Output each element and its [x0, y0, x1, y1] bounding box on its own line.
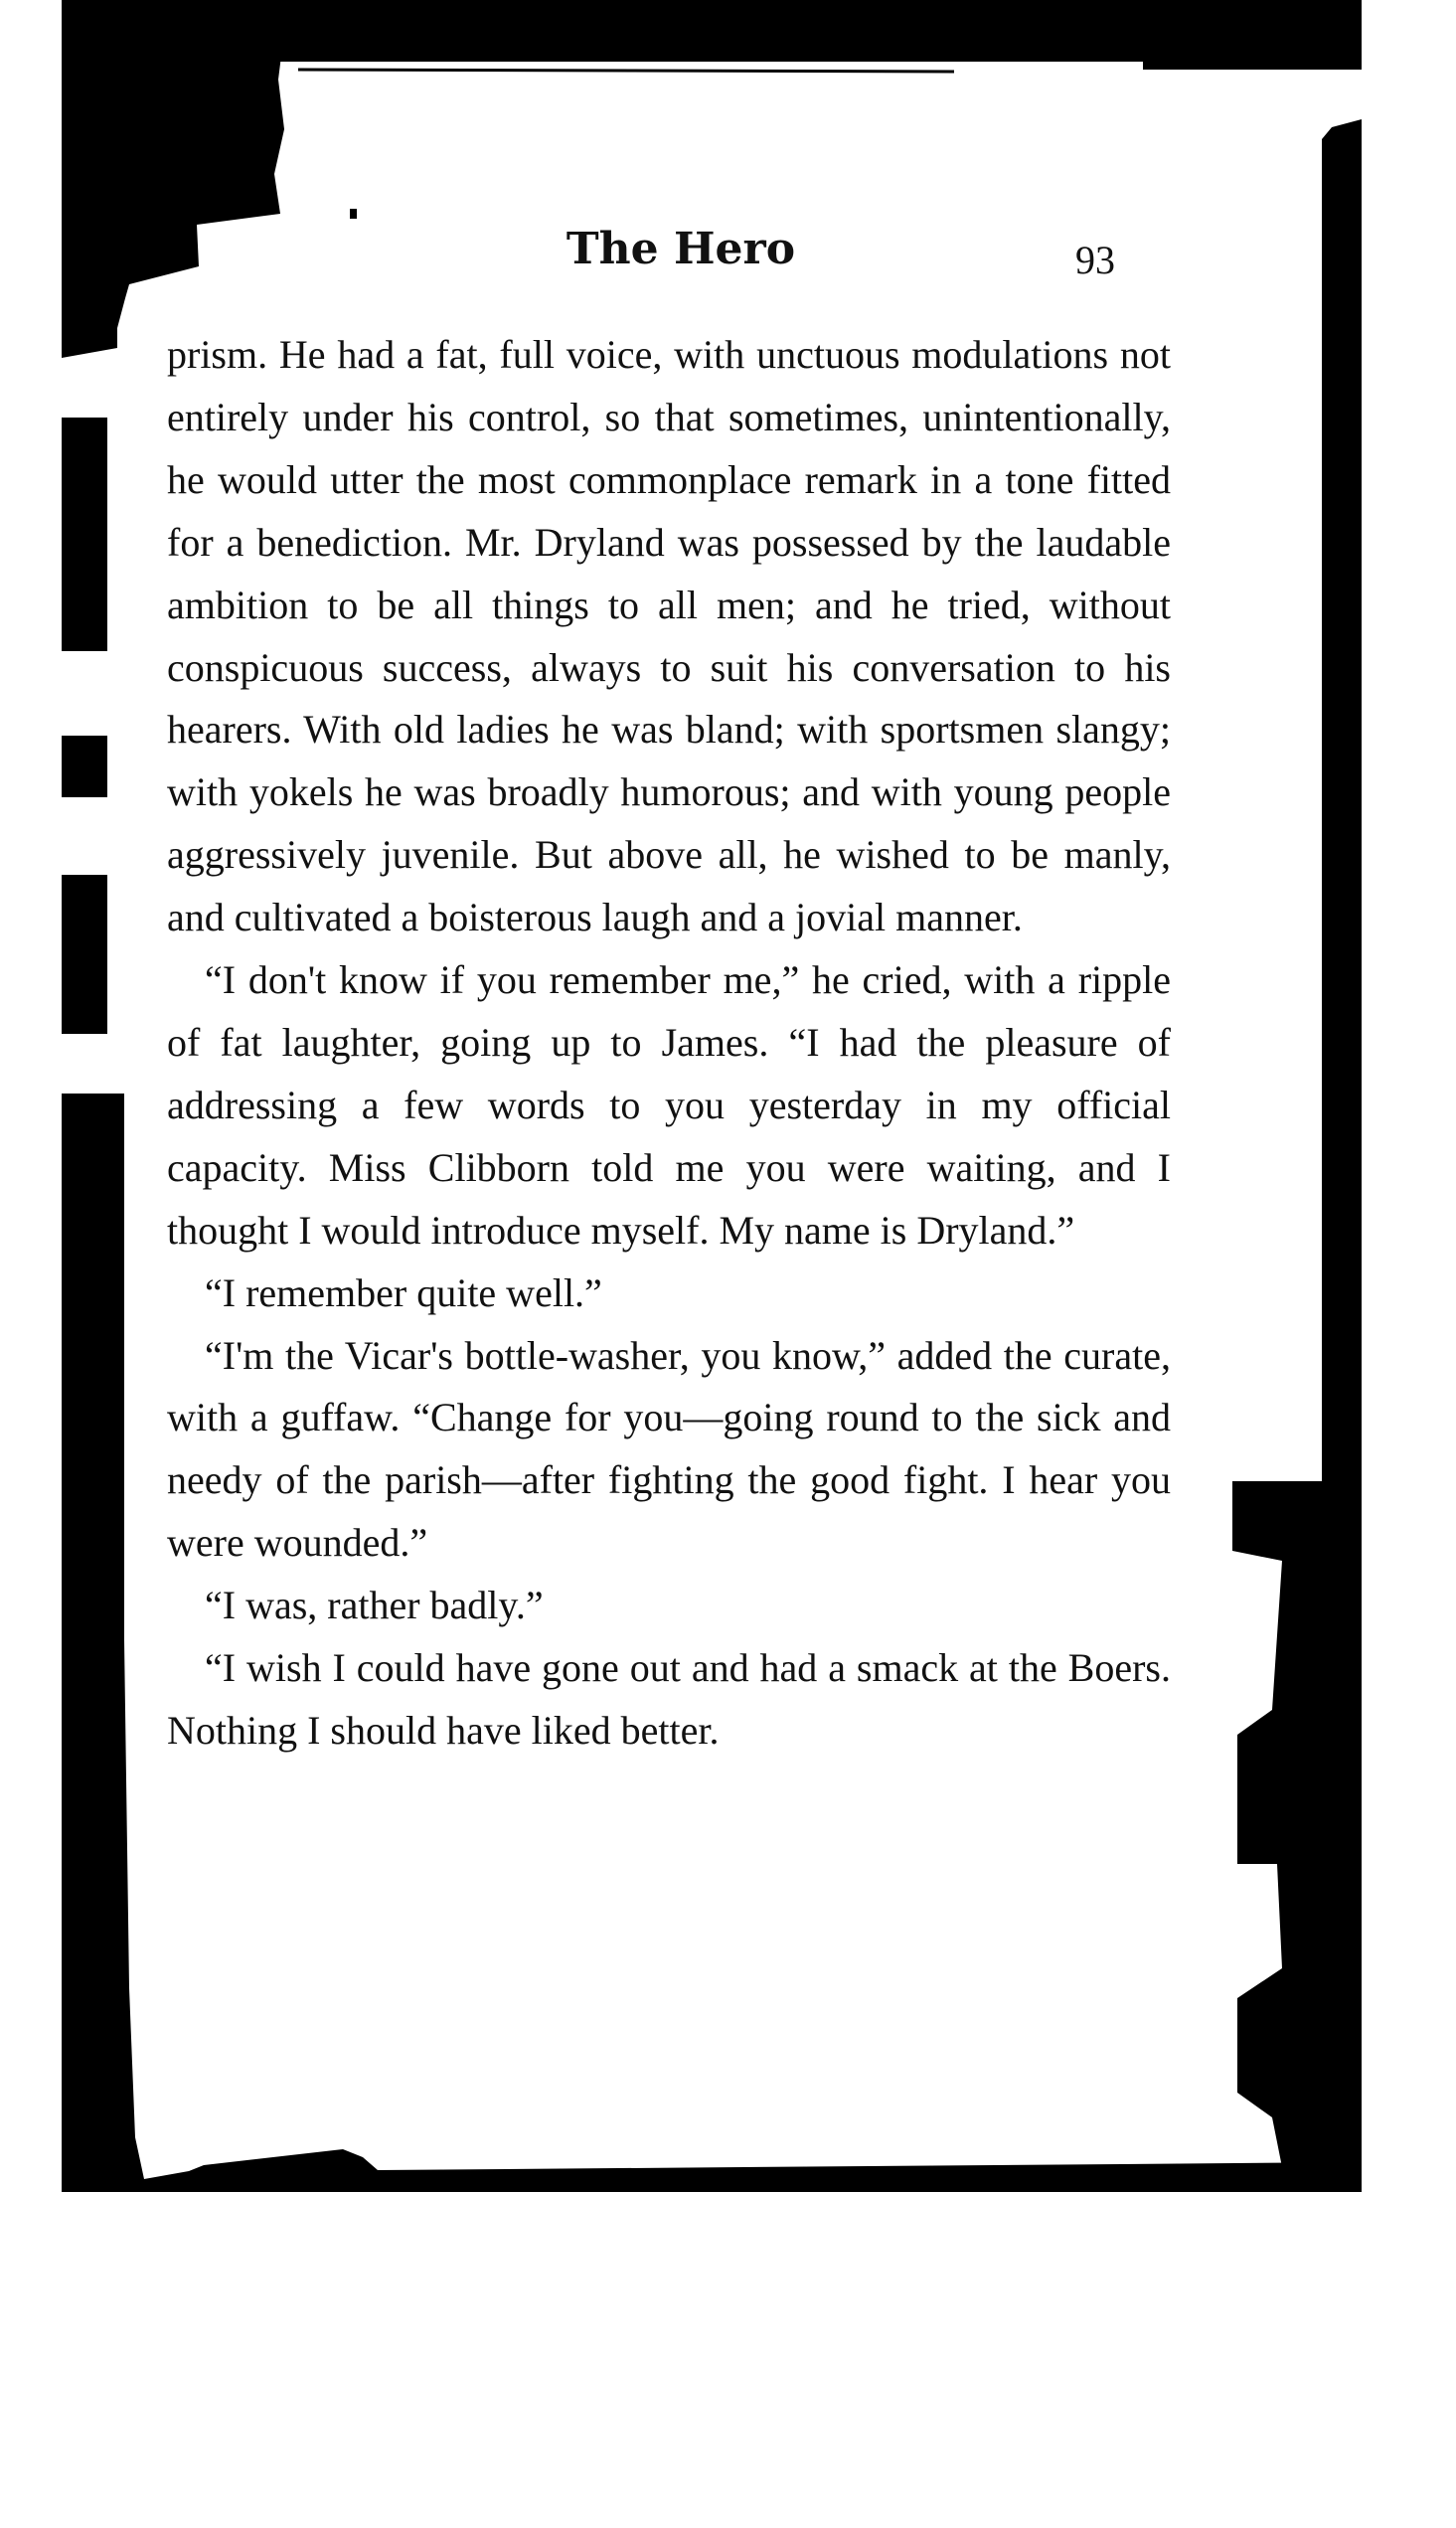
paragraph: “I'm the Vicar's bottle-washer, you know,” added the curate, with a guffaw. “Change for you—going round to the sick and needy of the parish—after fighting the good fight. I hear you were wounded.” [167, 1332, 1171, 1566]
paragraph: prism. He had a fat, full voice, with unctuous modulations not entirely under his control, so that sometimes, unintentionally, he would utter the most commonplace remark in a tone fitted for a benediction. Mr. Dryland was possessed by the laudable ambition to be all things to all men; and he tried, without conspicuous success, always to suit his conversation to his hearers. With old ladies he was bland; with sportsmen slangy; with yokels he was broadly humorous; and with young people aggressively juvenile. But above all, he wished to be manly, and cultivated a boisterous laugh and a jovial manner. [167, 332, 1171, 940]
paragraph: “I was, rather badly.” [205, 1583, 544, 1628]
paragraph: “I wish I could have gone out and had a smack at the Boers. Nothing I should have liked better. [167, 1645, 1171, 1753]
scan-edge-left [62, 0, 288, 358]
scan-speck [350, 209, 357, 219]
running-head: The Hero [566, 224, 796, 274]
scan-edge-top-right [1143, 0, 1362, 70]
page-body [167, 324, 1171, 1763]
scan-edge-left-strip-1 [62, 418, 107, 651]
scan-edge-left-strip-2 [62, 736, 107, 797]
scan-edge-left-strip-3 [62, 875, 107, 1034]
scan-edge-right [1232, 119, 1362, 2167]
scan-rule-top [298, 70, 954, 72]
paragraph: “I don't know if you remember me,” he cried, with a ripple of fat laughter, going up to James. “I had the pleasure of addressing a few words to you yesterday in my official capacity. Miss Clibborn told me you were waiting, and I thought I would introduce myself. My name is Dryland.” [167, 957, 1171, 1253]
paragraph: “I remember quite well.” [205, 1269, 602, 1315]
page-number: 93 [1075, 238, 1115, 282]
